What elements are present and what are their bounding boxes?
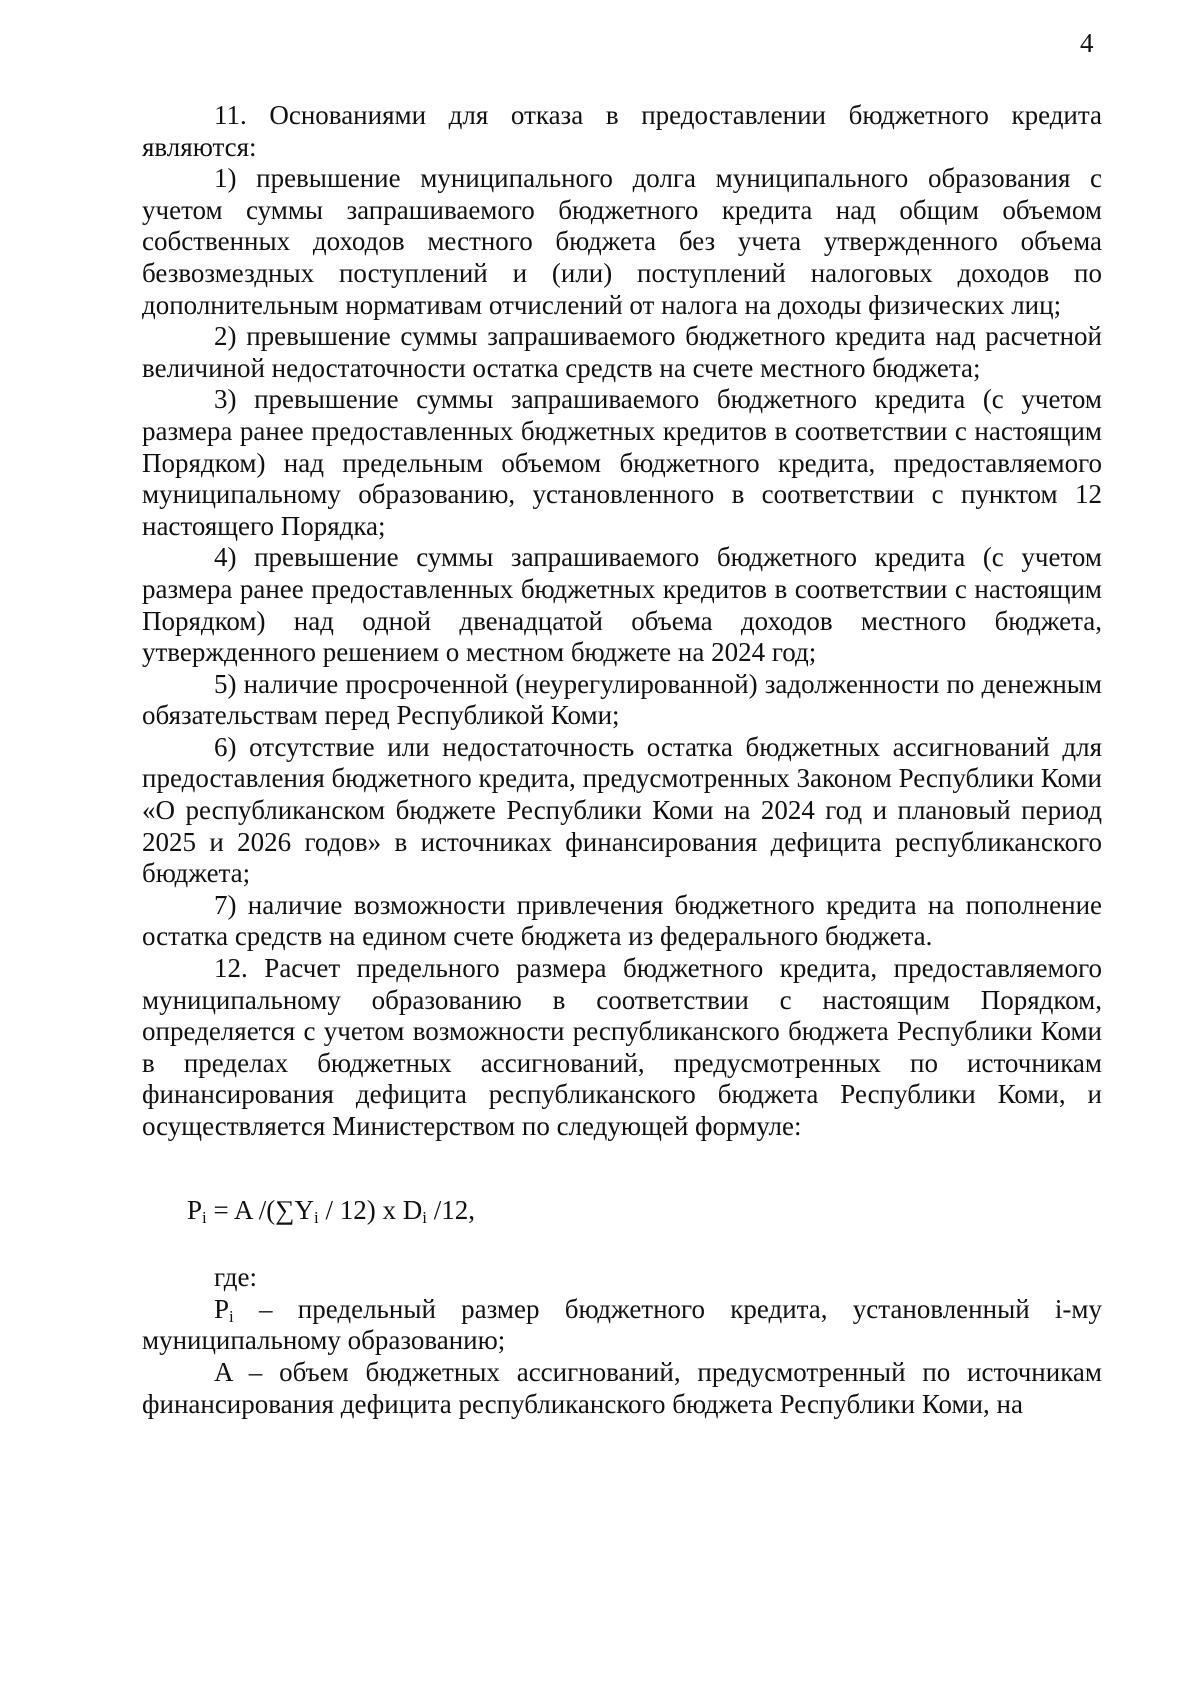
paragraph-item-3: 3) превышение суммы запрашиваемого бюджетного кредита (с учетом размера ранее предоставленных бюджетных кредитов в соответствии с настоящим Порядком) над предельным объемом бюджетного кредита, предоставляемого муниципальному образованию, установленного в соответствии с пунктом 12 настоящего Порядка; (142, 384, 1102, 541)
paragraph-item-6: 6) отсутствие или недостаточность остатка бюджетных ассигнований для предоставления бюджетного кредита, предусмотренных Законом Республики Коми «О республиканском бюджете Республики Коми на 2024 год и плановый период 2025 и 2026 годов» в источниках финансирования дефицита республиканского бюджета; (142, 731, 1102, 889)
definition-p-sub: i (229, 1306, 234, 1326)
paragraph-item-5: 5) наличие просроченной (неурегулированной) задолженности по денежным обязательствам перед Республикой Коми; (142, 668, 1102, 731)
definition-p-symbol: P (214, 1293, 230, 1324)
paragraph-item-1: 1) превышение муниципального долга муниципального образования с учетом суммы запрашиваемого бюджетного кредита над общим объемом собственных доходов местного бюджета без учета утвержденного объема безвозмездных поступлений и (или) поступлений налоговых доходов по дополнительным нормативам отчислений от налога на доходы физических лиц; (142, 163, 1102, 320)
paragraph-item-4: 4) превышение суммы запрашиваемого бюджетного кредита (с учетом размера ранее предоставленных бюджетных кредитов в соответствии с настоящим Порядком) над одной двенадцатой объема доходов местного бюджета, утвержденного решением о местном бюджете на 2024 год; (142, 542, 1102, 668)
formula-tail: /12, (426, 1194, 475, 1225)
paragraph-item-7: 7) наличие возможности привлечения бюджетного кредита на пополнение остатка средств на едином счете бюджета из федерального бюджета. (142, 889, 1102, 952)
page-number: 4 (1080, 28, 1094, 58)
definitions-lead: где: (214, 1262, 257, 1293)
formula (142, 1195, 1102, 1227)
formula-eq: = A /(∑Y (206, 1194, 315, 1225)
formula-div: / 12) x D (318, 1194, 423, 1225)
definition-p (142, 1294, 1102, 1357)
definition-p-text: – предельный размер бюджетного кредита, установленный i-му муниципальному образованию; (142, 1293, 1102, 1356)
formula-p: P (187, 1194, 203, 1225)
paragraph-11-heading: 11. Основаниями для отказа в предоставлении бюджетного кредита являются: (142, 100, 1102, 162)
formula-d-sub: i (422, 1207, 427, 1227)
paragraph-12: 12. Расчет предельного размера бюджетного кредита, предоставляемого муниципальному образованию в соответствии с настоящим Порядком, определяется с учетом возможности республиканского бюджета Республики Коми в пределах бюджетных ассигнований, предусмотренных по источникам финансирования дефицита республиканского бюджета Республики Коми, и осуществляется Министерством по следующей формуле: (142, 953, 1102, 1141)
paragraph-item-2: 2) превышение суммы запрашиваемого бюджетного кредита над расчетной величиной недостаточности остатка средств на счете местного бюджета; (142, 321, 1102, 383)
definition-a-text: – объем бюджетных ассигнований, предусмотренный по источникам финансирования дефицита республиканского бюджета Республики Коми, на (142, 1356, 1102, 1419)
formula-p-sub: i (202, 1207, 207, 1227)
formula-y-sub: i (314, 1207, 319, 1227)
definition-a-symbol: A (214, 1356, 233, 1387)
definition-a (142, 1357, 1102, 1420)
document-body (142, 100, 1102, 1420)
